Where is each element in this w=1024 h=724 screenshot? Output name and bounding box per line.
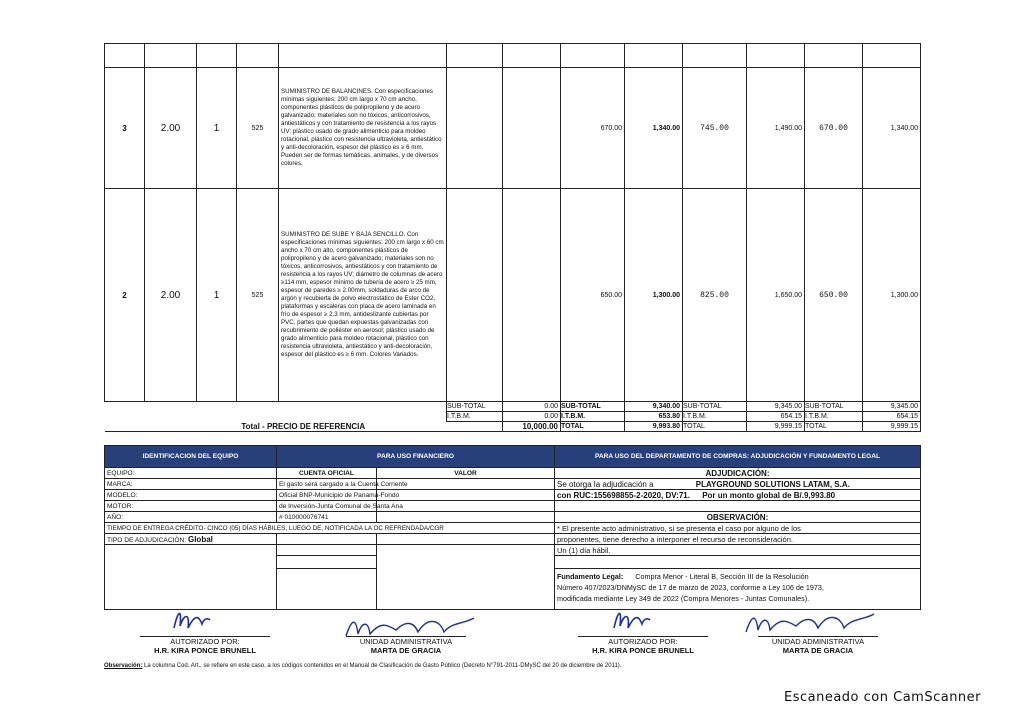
admin-unit-left (346, 636, 466, 655)
adjudicacion-line-1-left: Se otorga la adjudicación a (557, 479, 654, 489)
authorized-name-right: H.R. KIRA PONCE BRUNELL (592, 646, 694, 655)
table-row (105, 189, 921, 402)
p1-subtotal-value: 9,340.00 (625, 402, 683, 412)
p3-unit-price: 650.00 (805, 189, 863, 402)
admin-label-right: UNIDAD ADMINISTRATIVA (758, 636, 878, 646)
footnote (104, 663, 621, 669)
finance-line-2: Oficial BNP-Municipio de Panamá-Fondo (277, 490, 377, 501)
item-code: 525 (237, 68, 279, 189)
subtotal-row (105, 402, 921, 412)
item-description: SUMINISTRO DE BALANCINES. Con especificaciones mínimas siguientes: 200 cm largo x 70 cm ancho, componentes plásticos de polipropileno y de acero galvanizado; materiales son no tóxicos, anticorrosivos, antiestáticos y con tratamiento de resistencia a los rayos UV; plástico usado de grado alimenticio para moldeo rotacional, plástico con resistencia ultravioleta, antiestático y anti-decoloración, espesor del plástico es ≥ 6 mm. Pueden ser de formas temáticas, animales, y de diversos colores. (279, 68, 447, 189)
p2-grand-total: 9,999.15 (747, 422, 805, 432)
observacion-line-2: proponentes, tiene derecho a interponer el recurso de reconsideración. (555, 534, 921, 545)
observacion-line-1: * El presente acto administrativo, si se presenta el caso por alguno de los (555, 523, 921, 534)
p1-itbm-value: 653.80 (625, 412, 683, 422)
item-number: 2 (105, 189, 145, 402)
p1-unit-price: 670.00 (561, 68, 625, 189)
award-type (105, 534, 277, 545)
p1-itbm-label: I.T.B.M. (561, 412, 625, 422)
p3-total-price: 1,300.00 (863, 189, 921, 402)
legal-basis-line-1: Compra Menor - Literal B, Sección III de la Resolución (635, 572, 809, 581)
p2-unit-price: 825.00 (683, 189, 747, 402)
item-number: 3 (105, 68, 145, 189)
p3-itbm-value: 654.15 (863, 412, 921, 422)
award-type-label: TIPO DE ADJUDICACIÓN: (107, 536, 187, 544)
ref-total-value: 10,000.00 (503, 422, 561, 432)
itbm-row (105, 412, 921, 422)
p2-subtotal-label: SUB-TOTAL (683, 402, 747, 412)
items-spacer-row (105, 44, 921, 68)
legal-basis-label: Fundamento Legal: (557, 572, 624, 581)
p2-subtotal-value: 9,345.00 (747, 402, 805, 412)
signature-marta-right (740, 608, 880, 638)
authorized-label-left: AUTORIZADO POR: (140, 636, 270, 646)
item-unit: 1 (197, 189, 237, 402)
scanner-watermark: Escaneado con CamScanner (784, 690, 982, 705)
p2-total-label: TOTAL (683, 422, 747, 432)
finance-header: PARA USO FINANCIERO (277, 446, 555, 468)
footnote-text: La columna Cod. Art., se refiere en este caso, a los códigos contenidos en el Manual de Clasificación de Gasto Público (Decreto N°791-2011-DMySC del 20 de diciembre de 2011). (142, 663, 622, 669)
finance-line-1: El gasto será cargado a la Cuenta Corriente (277, 479, 377, 490)
item-quantity: 2.00 (145, 68, 197, 189)
admin-name-right: MARTA DE GRACIA (782, 646, 854, 655)
equipment-field-motor: MOTOR: (105, 501, 277, 512)
p2-unit-price: 745.00 (683, 68, 747, 189)
p1-total-price: 1,300.00 (625, 189, 683, 402)
item-code: 525 (237, 189, 279, 402)
authorized-by-left (140, 636, 270, 655)
adjudicacion-line-1 (555, 479, 921, 490)
item-unit: 1 (197, 68, 237, 189)
p1-total-label: TOTAL (561, 422, 625, 432)
p3-subtotal-label: SUB-TOTAL (805, 402, 863, 412)
admin-unit-right (758, 636, 878, 655)
lower-section-table (104, 445, 921, 610)
item-quantity: 2.00 (145, 189, 197, 402)
adjudicacion-amount: Por un monto global de B/.9,993.80 (702, 490, 836, 500)
admin-label-left: UNIDAD ADMINISTRATIVA (346, 636, 466, 646)
authorized-by-right (578, 636, 708, 655)
signature-kira-right (608, 606, 654, 634)
equipment-field-equipo: EQUIPO: (105, 468, 277, 479)
p2-total-price: 1,490.00 (747, 68, 805, 189)
ref-itbm-value: 0.00 (503, 412, 561, 422)
observacion-title: OBSERVACIÓN: (555, 512, 921, 523)
delivery-time: TIEMPO DE ENTREGA CRÉDITO- CINCO (05) DÍAS HÁBILES, LUEGO DE, NOTIFICADA LA OC REFRENDADA/CGR (105, 523, 555, 534)
admin-name-left: MARTA DE GRACIA (370, 646, 442, 655)
p3-total-price: 1,340.00 (863, 68, 921, 189)
p1-subtotal-label: SUB-TOTAL (561, 402, 625, 412)
adjudicacion-line-2 (555, 490, 921, 501)
table-row (105, 68, 921, 189)
footnote-label: Observación: (104, 663, 143, 669)
ref-itbm-label: I.T.B.M. (447, 412, 503, 422)
ref-subtotal-value: 0.00 (503, 402, 561, 412)
authorized-label-right: AUTORIZADO POR: (578, 636, 708, 646)
p1-grand-total: 9,993.80 (625, 422, 683, 432)
adjudicacion-title: ADJUDICACIÓN: (555, 468, 921, 479)
p1-total-price: 1,340.00 (625, 68, 683, 189)
signature-kira-left (168, 606, 214, 634)
p3-grand-total: 9,999.15 (863, 422, 921, 432)
total-row (105, 422, 921, 432)
finance-line-3: de Inversión-Junta Comunal de Santa Ana (277, 501, 377, 512)
finance-line-4: # 010000076741 (277, 512, 377, 523)
purchasing-header: PARA USO DEL DEPARTAMENTO DE COMPRAS: ADJUDICACIÓN Y FUNDAMENTO LEGAL (555, 446, 921, 468)
items-table (104, 43, 921, 432)
equipment-header: IDENTIFICACION DEL EQUIPO (105, 446, 277, 468)
p1-unit-price: 650.00 (561, 189, 625, 402)
reference-price-label: Total - PRECIO DE REFERENCIA (105, 422, 503, 432)
equipment-field-ano: AÑO: (105, 512, 277, 523)
adjudicacion-ruc: con RUC:155698855-2-2020, DV:71. (557, 490, 690, 500)
legal-basis-line-3: modificada mediante Ley 349 de 2022 (Compra Menores - Juntas Comunales). (557, 594, 810, 603)
account-column-header: CUENTA OFICIAL (277, 468, 377, 479)
observacion-line-3: Un (1) día hábil. (555, 545, 921, 556)
adjudicacion-awardee: PLAYGROUND SOLUTIONS LATAM, S.A. (695, 479, 850, 489)
authorized-name-left: H.R. KIRA PONCE BRUNELL (154, 646, 256, 655)
item-description: SUMINISTRO DE SUBE Y BAJA SENCILLO. Con especificaciones mínimas siguientes: 200 cm largo x 60 cm ancho x 70 cm alto, componentes plásticos de polipropileno y de acero galvanizado; materiales son no tóxicos, anticorrosivos, antiestáticos y con tratamiento de resistencia a los rayos UV; diámetro de columnas de acero ≥114 mm, espesor mínimo de tubería de acero ≥ 25 mm, espesor de paredes ≥ 2.00mm, soldaduras de arco de argón y recubierta de polvo electrostático de Ester CO2, plataformas y escaleras con placa de acero laminada en frío de espesor ≥ 2.3 mm, antideslizante cubiertas por PVC, partes que quedan expuestas galvanizadas con recubrimiento de poliéster en aerosol; plástico usado de grado alimenticio para moldeo rotacional, plástico con resistencia ultravioleta, antiestático y anti-decoloración, espesor del plástico es ≥ 6 mm. Colores Variados. (279, 189, 447, 402)
p3-subtotal-value: 9,345.00 (863, 402, 921, 412)
ref-subtotal-label: SUB-TOTAL (447, 402, 503, 412)
p2-itbm-label: I.T.B.M. (683, 412, 747, 422)
p2-itbm-value: 654.15 (747, 412, 805, 422)
legal-basis-line-2: Número 407/2023/DNMySC de 17 de marzo de 2023, conforme a Ley 106 de 1973, (557, 583, 824, 592)
equipment-field-modelo: MODELO: (105, 490, 277, 501)
p3-unit-price: 670.00 (805, 68, 863, 189)
p3-itbm-label: I.T.B.M. (805, 412, 863, 422)
p3-total-label: TOTAL (805, 422, 863, 432)
award-type-value: Global (187, 534, 213, 544)
p2-total-price: 1,650.00 (747, 189, 805, 402)
value-column-header: VALOR (377, 468, 555, 479)
legal-basis (555, 569, 921, 610)
equipment-field-marca: MARCA: (105, 479, 277, 490)
